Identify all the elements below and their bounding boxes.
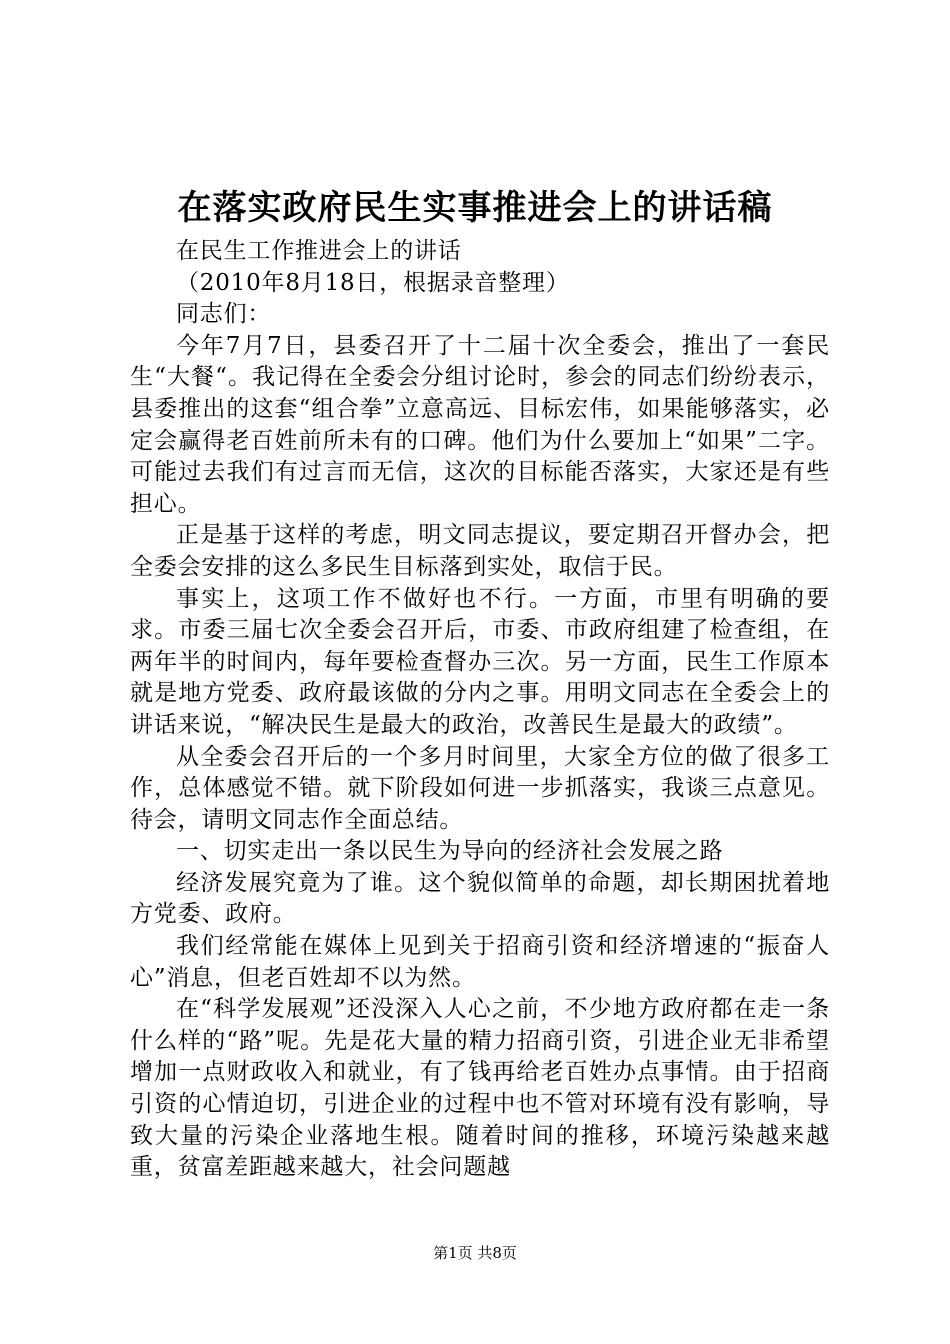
- body-paragraph: 正是基于这样的考虑，明文同志提议，要定期召开督办会，把全委会安排的这么多民生目标落到实处，取信于民。: [130, 522, 830, 580]
- body-paragraph: 我们经常能在媒体上见到关于招商引资和经济增速的“振奋人心”消息，但老百姓却不以为然。: [130, 933, 830, 991]
- body-paragraph: 从全委会召开后的一个多月时间里，大家全方位的做了很多工作，总体感觉不错。就下阶段如何进一步抓落实，我谈三点意见。待会，请明文同志作全面总结。: [130, 743, 830, 833]
- body-paragraph: 经济发展究竟为了谁。这个貌似简单的命题，却长期困扰着地方党委、政府。: [130, 869, 830, 928]
- body-paragraph: 今年7月7日，县委召开了十二届十次全委会，推出了一套民生“大餐“。我记得在全委会分组讨论时，参会的同志们纷纷表示，县委推出的这套“组合拳”立意高远、目标宏伟，如果能够落实，必定会赢得老百姓前所未有的口碑。他们为什么要加上“如果”二字。可能过去我们有过言而无信，这次的目标能否落实，大家还是有些担心。: [130, 332, 830, 517]
- body-paragraph: 事实上，这项工作不做好也不行。一方面，市里有明确的要求。市委三届七次全委会召开后，市委、市政府组建了检查组，在两年半的时间内，每年要检查督办三次。另一方面，民生工作原本就是地方党委、政府最该做的分内之事。用明文同志在全委会上的讲话来说，“解决民生是最大的政治，改善民生是最大的政绩”。: [130, 585, 830, 738]
- body-paragraph: 在“科学发展观”还没深入人心之前，不少地方政府都在走一条什么样的“路”呢。先是花大量的精力招商引资，引进企业无非希望增加一点财政收入和就业，有了钱再给老百姓办点事情。由于招商引资的心情迫切，引进企业的过程中也不管对环境有没有影响，导致大量的污染企业落地生根。随着时间的推移，环境污染越来越重，贫富差距越来越大，社会问题越: [130, 996, 830, 1181]
- document-title: 在落实政府民生实事推进会上的讲话稿: [177, 188, 773, 228]
- salutation: 同志们：: [176, 301, 272, 328]
- page-number-footer: 第1页 共8页: [433, 1244, 517, 1262]
- section-heading: 一、切实走出一条以民生为导向的经济社会发展之路: [176, 838, 724, 865]
- speech-heading: 在民生工作推进会上的讲话: [176, 238, 462, 264]
- speech-date-note: （2010年8月18日，根据录音整理）: [176, 269, 570, 296]
- document-body: [130, 236, 830, 1184]
